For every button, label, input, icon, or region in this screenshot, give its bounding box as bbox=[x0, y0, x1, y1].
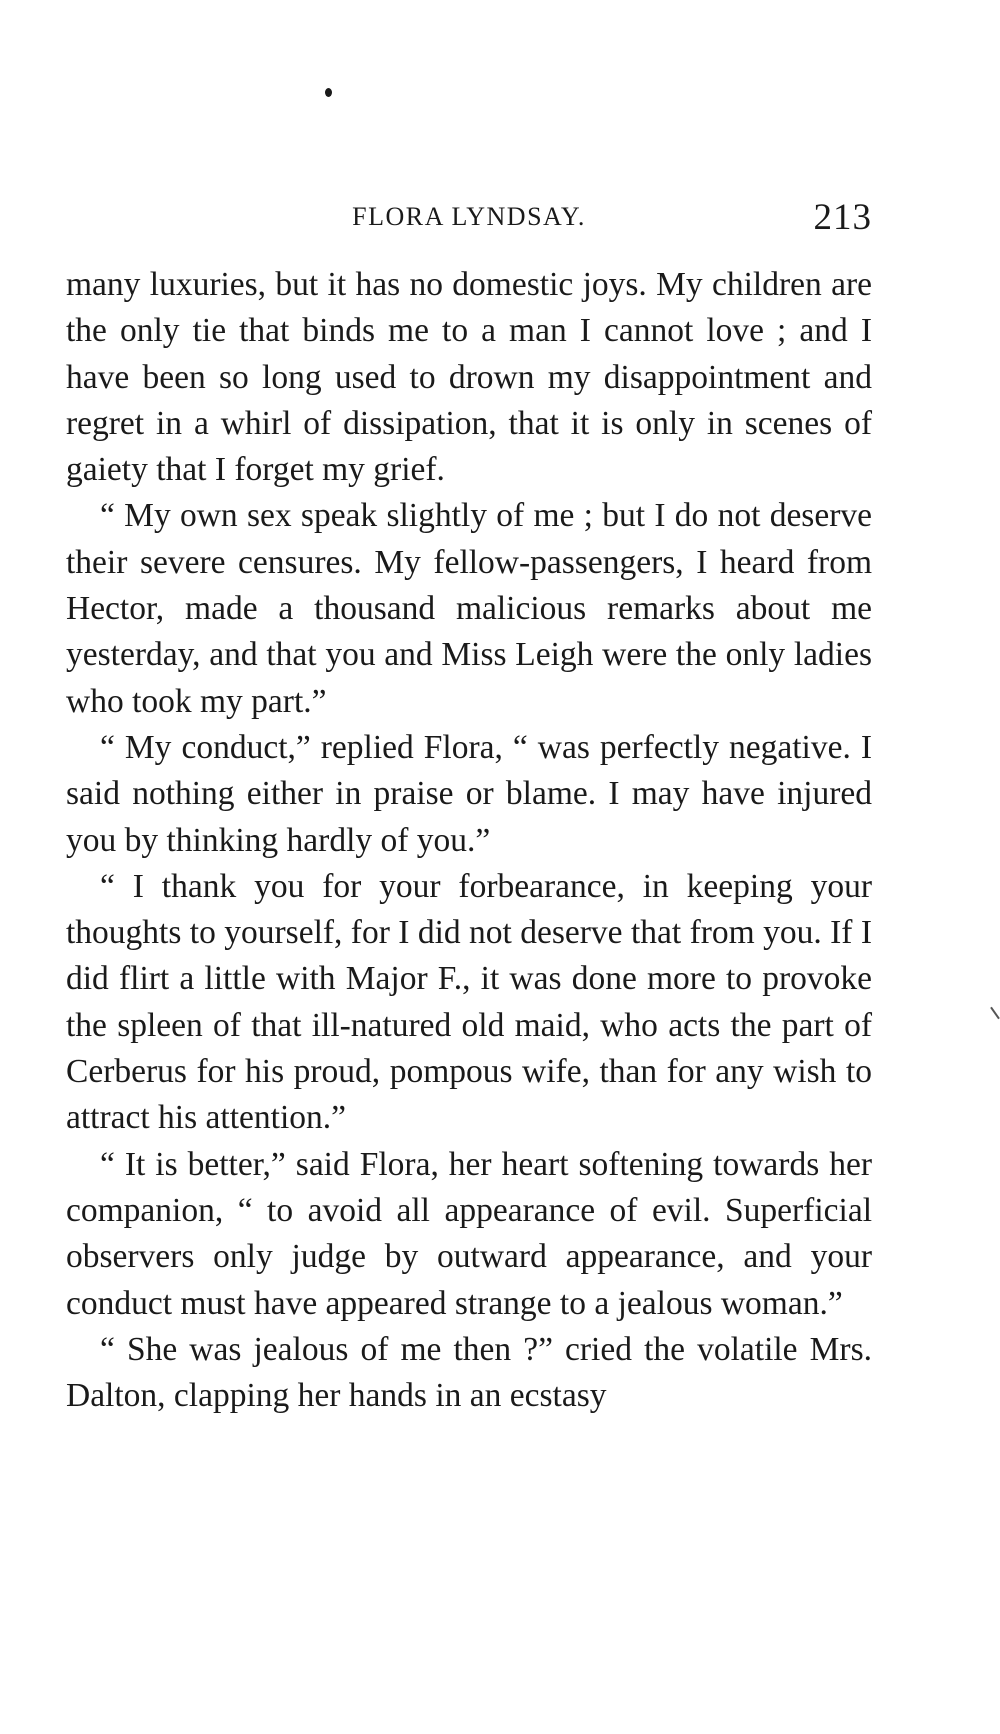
page-header bbox=[66, 196, 872, 240]
ink-speck bbox=[325, 88, 332, 97]
paragraph: “ I thank you for your forbearance, in keeping your thoughts to yourself, for I did not deserve that from you. If I did flirt a little with Major F., it was done more to provoke the spleen of that ill-natured old maid, who acts the part of Cerberus for his proud, pompous wife, than for any wish to attract his attention.” bbox=[66, 867, 872, 1137]
paragraph: “ It is better,” said Flora, her heart softening towards her companion, “ to avoid all appearance of evil. Superficial observers only judge by outward appearance, and your conduct must have appeared strange to a jealous woman.” bbox=[66, 1145, 872, 1322]
paragraph-continued: many luxuries, but it has no domestic joys. My children are the only tie that binds me to a man I cannot love ; and I have been so long used to drown my disappointment and regret in a whirl of dissipation, that it is only in scenes of gaiety that I forget my grief. bbox=[66, 266, 872, 489]
paragraph: “ My conduct,” replied Flora, “ was perfectly negative. I said nothing either in praise or blame. I may have injured you by thinking hardly of you.” bbox=[66, 728, 872, 859]
paragraph-last: “ She was jealous of me then ?” cried the volatile Mrs. Dalton, clapping her hands in an ecstasy bbox=[66, 1330, 872, 1415]
page-number: 213 bbox=[813, 197, 872, 238]
paragraph: “ My own sex speak slightly of me ; but I do not deserve their severe censures. My fellow-passengers, I heard from Hector, made a thousand malicious remarks about me yesterday, and that you and Miss Leigh were the only ladies who took my part.” bbox=[66, 497, 872, 720]
running-title: FLORA LYNDSAY. bbox=[352, 202, 586, 231]
scan-mark bbox=[990, 1007, 1000, 1020]
body-text bbox=[66, 262, 872, 1419]
